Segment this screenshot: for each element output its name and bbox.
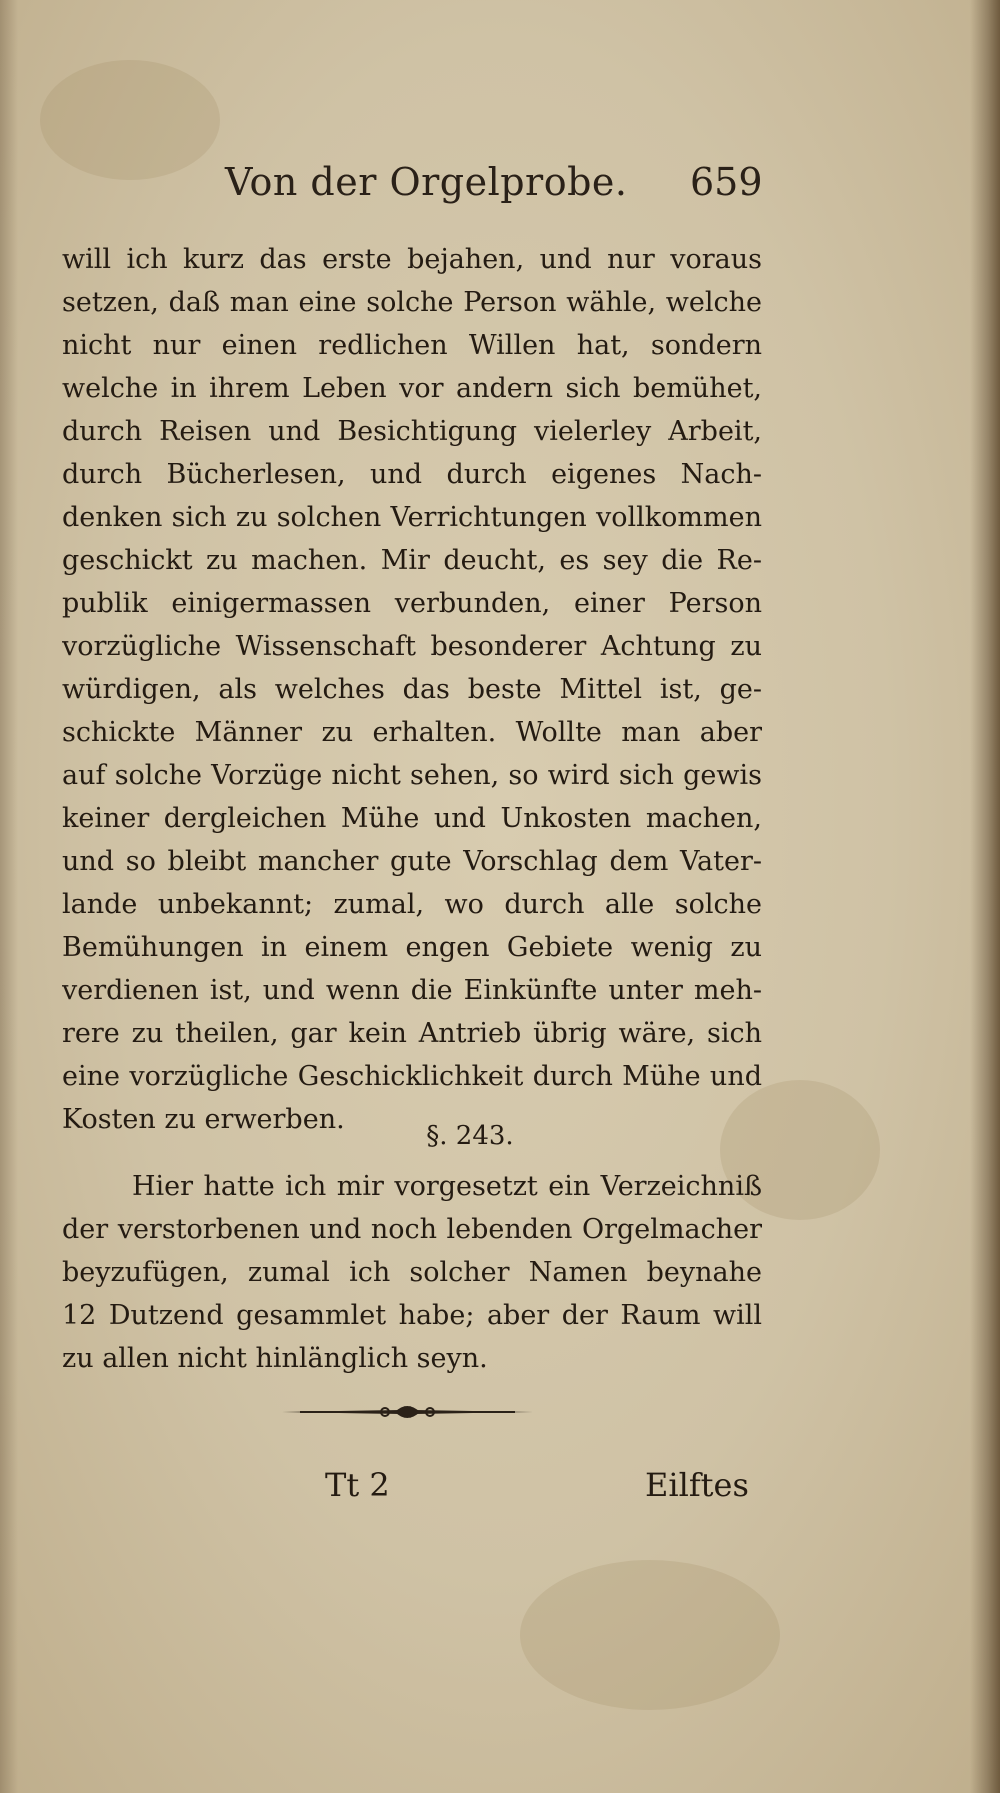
- text-line: Kosten zu erwerben.: [62, 1104, 345, 1135]
- text-line: schickte Männer zu erhalten. Wollte man aber: [62, 717, 762, 748]
- page-left-shadow: [0, 0, 18, 1793]
- text-line: Bemühungen in einem engen Gebiete wenig zu: [62, 932, 762, 963]
- section-number: §. 243.: [426, 1121, 514, 1151]
- text-line: denken sich zu solchen Verrichtungen vollkommen: [62, 502, 762, 533]
- text-line: zu allen nicht hinlänglich seyn.: [62, 1343, 488, 1374]
- text-line: beyzufügen, zumal ich solcher Namen beynahe: [62, 1257, 762, 1288]
- text-line: nicht nur einen redlichen Willen hat, sondern: [62, 330, 762, 361]
- text-line: und so bleibt mancher gute Vorschlag dem Vater-: [62, 846, 762, 877]
- text-line: publik einigermassen verbunden, einer Person: [62, 588, 762, 619]
- signature-mark: Tt 2: [325, 1466, 390, 1504]
- section-heading: [0, 1121, 1000, 1151]
- page-right-edge: [970, 0, 1000, 1793]
- text-line: 12 Dutzend gesammlet habe; aber der Raum will: [62, 1300, 762, 1331]
- catchword: Eilftes: [645, 1466, 749, 1504]
- text-line: geschickt zu machen. Mir deucht, es sey die Re-: [62, 545, 762, 576]
- text-line: eine vorzügliche Geschicklichkeit durch Mühe und: [62, 1061, 762, 1092]
- running-title: Von der Orgelprobe.: [225, 160, 628, 204]
- text-line: verdienen ist, und wenn die Einkünfte unter meh-: [62, 975, 762, 1006]
- text-line: will ich kurz das erste bejahen, und nur voraus: [62, 244, 762, 275]
- text-line: rere zu theilen, gar kein Antrieb übrig wäre, sich: [62, 1018, 762, 1049]
- ornamental-rule-icon: [280, 1402, 535, 1422]
- text-line: würdigen, als welches das beste Mittel ist, ge-: [62, 674, 762, 705]
- text-line: vorzügliche Wissenschaft besonderer Achtung zu: [62, 631, 762, 662]
- page-number: 659: [690, 160, 763, 204]
- text-line: Hier hatte ich mir vorgesetzt ein Verzeichniß: [132, 1171, 762, 1202]
- text-line: keiner dergleichen Mühe und Unkosten machen,: [62, 803, 762, 834]
- text-line: durch Reisen und Besichtigung vielerley Arbeit,: [62, 416, 762, 447]
- text-line: durch Bücherlesen, und durch eigenes Nach-: [62, 459, 762, 490]
- text-line: lande unbekannt; zumal, wo durch alle solche: [62, 889, 762, 920]
- text-line: auf solche Vorzüge nicht sehen, so wird sich gewis: [62, 760, 762, 791]
- paragraph-1: [62, 238, 762, 1141]
- text-line: welche in ihrem Leben vor andern sich bemühet,: [62, 373, 762, 404]
- page-header: [0, 150, 1000, 210]
- paragraph-2: [62, 1165, 762, 1380]
- text-line: der verstorbenen und noch lebenden Orgelmacher: [62, 1214, 762, 1245]
- paper-stain: [520, 1560, 780, 1710]
- text-line: setzen, daß man eine solche Person wähle, welche: [62, 287, 762, 318]
